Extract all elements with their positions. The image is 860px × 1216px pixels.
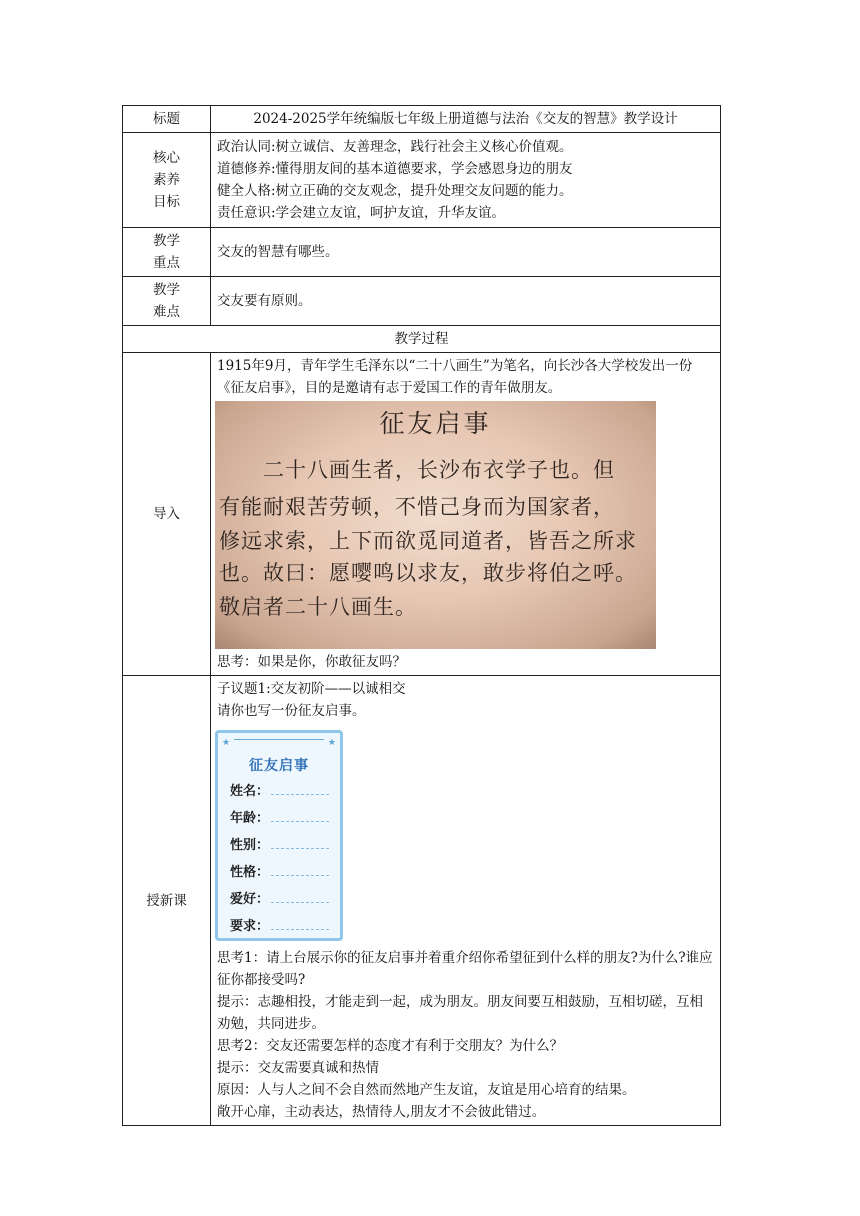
key-point-label	[123, 228, 211, 277]
card-field-label: 爱好：	[230, 892, 270, 907]
title-label: 标题	[123, 106, 211, 133]
intro-text: 1915年9月，青年学生毛泽东以“二十八画生”为笔名，向长沙各大学校发出一份《征友启事》，目的是邀请有志于爱国工作的青年做朋友。	[217, 358, 693, 396]
recruitment-notice-photo	[215, 401, 656, 649]
key-point-value: 交友的智慧有哪些。	[211, 228, 721, 277]
difficulty-value: 交友要有原则。	[211, 277, 721, 326]
card-divider	[234, 739, 324, 740]
intro-label: 导入	[123, 353, 211, 676]
label-line: 重点	[153, 255, 180, 271]
photo-line: 有能耐艰苦劳顿，不惜己身而为国家者，	[219, 495, 615, 519]
subtopic: 子议题1:交友初阶——以诚相交	[217, 681, 406, 697]
card-field	[230, 889, 329, 911]
label-line: 教学	[153, 233, 180, 249]
lesson-plan-table	[122, 105, 721, 1126]
photo-line: 修远求索，上下而欲觅同道者，皆吾之所求	[219, 529, 637, 553]
blank-line	[271, 784, 329, 795]
new-lesson-label: 授新课	[123, 676, 211, 1126]
reason: 原因：人与人之间不会自然而然地产生友谊，友谊是用心培育的结果。	[217, 1082, 636, 1098]
intro-content	[211, 353, 721, 676]
blank-line	[271, 838, 329, 849]
card-field-label: 姓名：	[230, 784, 270, 799]
new-lesson-content	[211, 676, 721, 1126]
core-literacy-row	[123, 133, 721, 228]
task: 请你也写一份征友启事。	[217, 703, 366, 719]
core-item: 政治认同:树立诚信、友善理念，践行社会主义核心价值观。	[217, 139, 573, 155]
card-field	[230, 862, 329, 884]
photo-line: 二十八画生者，长沙布衣学子也。但	[263, 458, 615, 482]
card-field-label: 性别：	[230, 838, 270, 853]
recruitment-form-card	[215, 730, 343, 941]
card-title: 征友启事	[249, 758, 309, 774]
card-field	[230, 916, 329, 938]
label-line: 素养	[153, 172, 180, 188]
label-line: 目标	[153, 194, 180, 210]
photo-title: 征友启事	[379, 409, 492, 438]
core-item: 责任意识:学会建立友谊，呵护友谊，升华友谊。	[217, 205, 506, 221]
intro-question: 思考：如果是你，你敢征友吗？	[217, 654, 406, 670]
card-field	[230, 835, 329, 857]
star-icon: ★	[327, 738, 336, 748]
hint-1: 提示：志趣相投，才能走到一起，成为朋友。朋友间要互相鼓励，互相切磋，互相劝勉，共同进步。	[217, 994, 703, 1032]
label-line: 核心	[153, 150, 180, 166]
blank-line	[271, 919, 329, 930]
title-value: 2024-2025学年统编版七年级上册道德与法治《交友的智慧》教学设计	[211, 106, 721, 133]
card-field	[230, 781, 329, 803]
conclusion: 敞开心扉，主动表达，热情待人,朋友才不会彼此错过。	[217, 1104, 546, 1120]
title-row	[123, 106, 721, 133]
star-icon: ★	[222, 738, 231, 748]
key-point-row	[123, 228, 721, 277]
label-line: 教学	[153, 282, 180, 298]
hint-2: 提示：交友需要真诚和热情	[217, 1060, 379, 1076]
blank-line	[271, 892, 329, 903]
blank-line	[271, 811, 329, 822]
blank-line	[271, 865, 329, 876]
label-line: 难点	[153, 304, 180, 320]
process-heading: 教学过程	[123, 326, 721, 353]
card-field-label: 要求：	[230, 919, 270, 934]
photo-line: 敬启者二十八画生。	[219, 595, 417, 619]
core-item: 道德修养:懂得朋友间的基本道德要求，学会感恩身边的朋友	[217, 161, 573, 177]
core-item: 健全人格:树立正确的交友观念，提升处理交友问题的能力。	[217, 183, 573, 199]
card-field-label: 性格：	[230, 865, 270, 880]
question-2: 思考2：交友还需要怎样的态度才有利于交朋友？为什么？	[217, 1038, 564, 1054]
intro-row	[123, 353, 721, 676]
core-literacy-content	[211, 133, 721, 228]
card-field	[230, 808, 329, 830]
difficulty-label	[123, 277, 211, 326]
new-lesson-row	[123, 676, 721, 1126]
process-heading-row	[123, 326, 721, 353]
card-field-label: 年龄：	[230, 811, 270, 826]
photo-line: 也。故曰：愿嘤鸣以求友，敢步将伯之呼。	[219, 561, 637, 585]
difficulty-row	[123, 277, 721, 326]
question-1: 思考1：请上台展示你的征友启事并着重介绍你希望征到什么样的朋友?为什么?谁应征你都接受吗?	[217, 950, 713, 988]
core-literacy-label	[123, 133, 211, 228]
